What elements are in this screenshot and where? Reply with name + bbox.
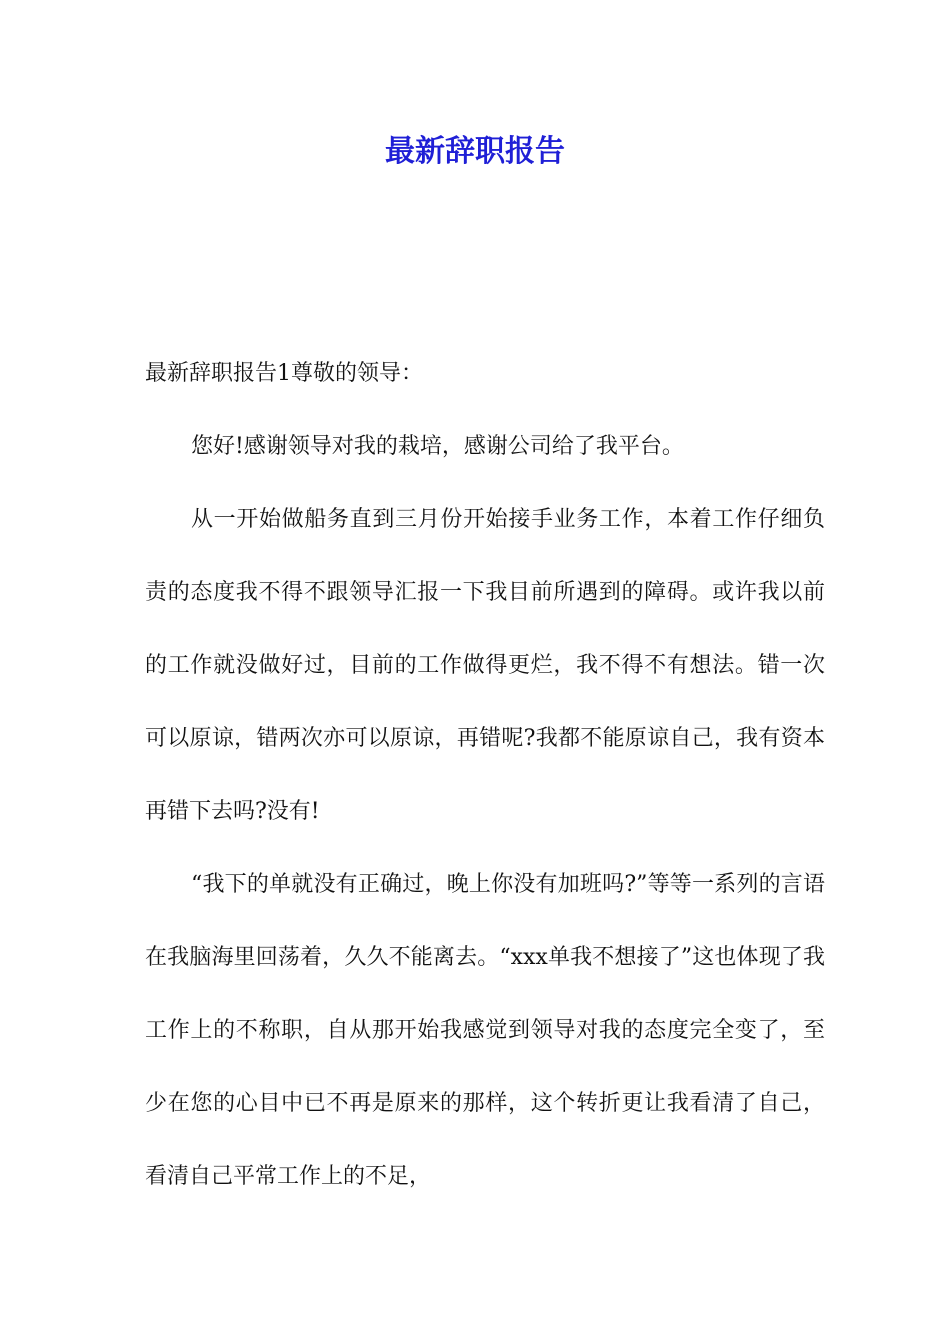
greeting-paragraph: 您好!感谢领导对我的栽培，感谢公司给了我平台。 [191,434,684,459]
body-paragraph: “我下的单就没有正确过，晚上你没有加班吗?”等等一系列的言语在我脑海里回荡着，久久不能离去。“xxx单我不想接了”这也体现了我工作上的不称职，自从那开始我感觉到领导对我的态度完全变了，至少在您的心目中已不再是原来的那样，这个转折更让我看清了自己，看清自己平常工作上的不足， [145,872,825,1189]
salutation-paragraph: 最新辞职报告1尊敬的领导： [145,361,423,386]
document-body [145,337,825,1213]
document-title: 最新辞职报告 [385,134,565,169]
body-paragraph: 从一开始做船务直到三月份开始接手业务工作，本着工作仔细负责的态度我不得不跟领导汇报一下我目前所遇到的障碍。或许我以前的工作就没做好过，目前的工作做得更烂，我不得不有想法。错一次可以原谅，错两次亦可以原谅，再错呢?我都不能原谅自己，我有资本再错下去吗?没有! [145,507,825,824]
